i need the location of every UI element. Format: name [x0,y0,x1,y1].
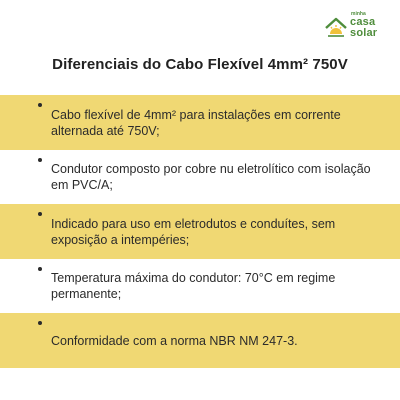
feature-text-4: Temperatura máxima do condutor: 70°C em regime permanente; [51,271,336,301]
feature-text-5: Conformidade com a norma NBR NM 247-3. [51,333,298,348]
logo-line-solar: solar [350,27,378,39]
page-title: Diferenciais do Cabo Flexível 4mm² 750V [52,56,348,73]
bullet-dot [38,212,42,216]
feature-text-2: Condutor composto por cobre nu eletrolítico com isolação em PVC/A; [51,162,371,192]
feature-item-4 [0,259,400,313]
features-list [0,95,400,368]
bullet-dot [38,158,42,162]
logo-wordmark [350,12,377,39]
feature-text-3: Indicado para uso em eletrodutos e conduítes, sem exposição a intempéries; [51,216,336,247]
logo-line-casa: casa [350,16,376,28]
bullet-dot [38,267,42,271]
feature-item-1 [0,95,400,150]
bullet-dot [38,321,42,325]
feature-item-2 [0,150,400,204]
sun-house-icon [324,16,348,38]
feature-item-5 [0,313,400,368]
bullet-dot [38,103,42,107]
feature-text-1: Cabo flexível de 4mm² para instalações em corrente alternada até 750V; [51,107,341,138]
feature-item-3 [0,204,400,259]
logo-line-minha: minha [351,11,366,17]
brand-logo [324,12,386,48]
